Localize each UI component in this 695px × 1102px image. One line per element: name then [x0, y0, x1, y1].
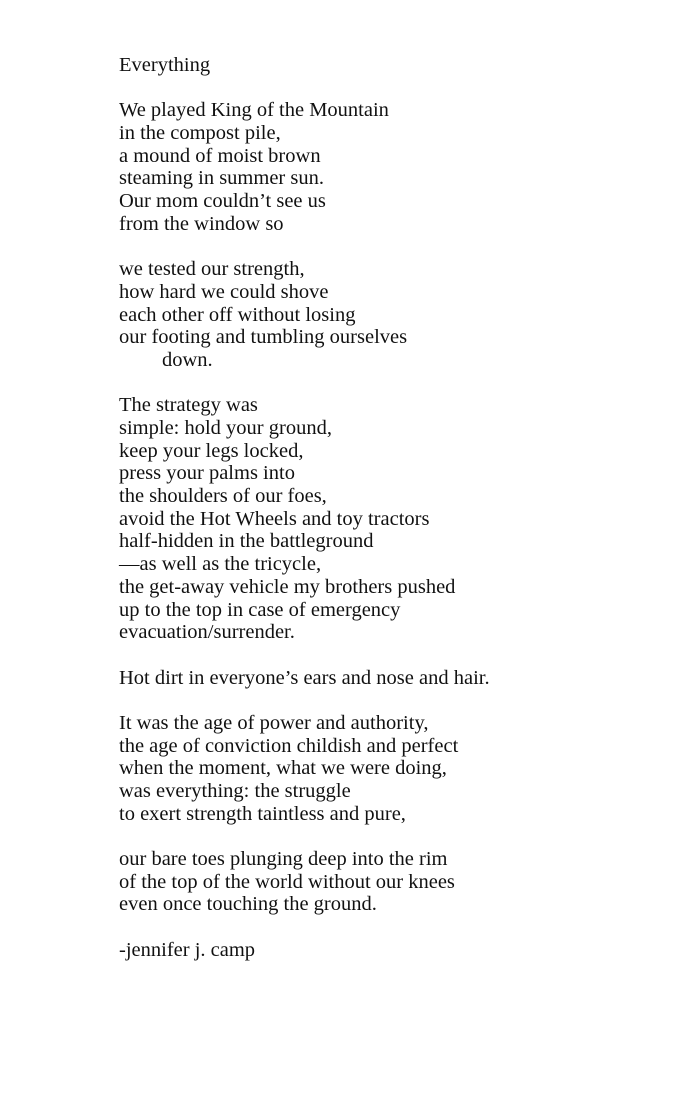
poem-line: even once touching the ground. [119, 893, 377, 916]
poem-page [119, 54, 679, 962]
stanza-spacer [119, 825, 679, 848]
poem-line: avoid the Hot Wheels and toy tractors [119, 507, 430, 530]
poem-line: when the moment, what we were doing, [119, 757, 447, 780]
poem-line: from the window so [119, 212, 284, 235]
poem-line: the age of conviction childish and perfect [119, 734, 459, 757]
poem-line: our bare toes plunging deep into the rim [119, 848, 448, 871]
stanza-spacer [119, 644, 679, 667]
poem-line: we tested our strength, [119, 258, 305, 281]
poem-line: The strategy was [119, 394, 258, 417]
stanza-5 [119, 712, 679, 825]
poem-line: It was the age of power and authority, [119, 711, 429, 734]
stanza-spacer [119, 916, 679, 939]
poem-line: We played King of the Mountain [119, 99, 389, 122]
poem-line: the get-away vehicle my brothers pushed [119, 575, 456, 598]
stanza-spacer [119, 77, 679, 100]
poem-line: steaming in summer sun. [119, 167, 324, 190]
poem-line: press your palms into [119, 462, 295, 485]
poem-line: up to the top in case of emergency [119, 598, 401, 621]
poem-line: evacuation/surrender. [119, 621, 295, 644]
stanza-1 [119, 99, 679, 235]
author-signature: -jennifer j. camp [119, 938, 256, 961]
poem-line: of the top of the world without our knees [119, 870, 455, 893]
poem-line: each other off without losing [119, 303, 356, 326]
poem-line: simple: hold your ground, [119, 417, 332, 439]
stanza-2 [119, 258, 679, 371]
poem-line: a mound of moist brown [119, 144, 321, 167]
poem-line: half-hidden in the battleground [119, 530, 374, 553]
stanza-4 [119, 667, 679, 690]
poem-line: to exert strength taintless and pure, [119, 802, 406, 825]
poem-line: —as well as the tricycle, [119, 553, 322, 576]
poem-line: was everything: the struggle [119, 780, 351, 802]
poem-line: our footing and tumbling ourselves [119, 326, 408, 349]
poem-title: Everything [119, 54, 211, 76]
stanza-spacer [119, 236, 679, 259]
poem-line: Hot dirt in everyone’s ears and nose and hair. [119, 666, 490, 689]
stanza-6 [119, 848, 679, 916]
poem-line: how hard we could shove [119, 280, 329, 303]
stanza-spacer [119, 689, 679, 712]
poem-line: keep your legs locked, [119, 439, 304, 462]
poem-line: in the compost pile, [119, 122, 281, 145]
poem-line: the shoulders of our foes, [119, 485, 327, 508]
stanza-spacer [119, 372, 679, 395]
poem-line: Our mom couldn’t see us [119, 190, 326, 213]
poem-line-indented: down. [162, 348, 213, 371]
stanza-3 [119, 394, 679, 644]
